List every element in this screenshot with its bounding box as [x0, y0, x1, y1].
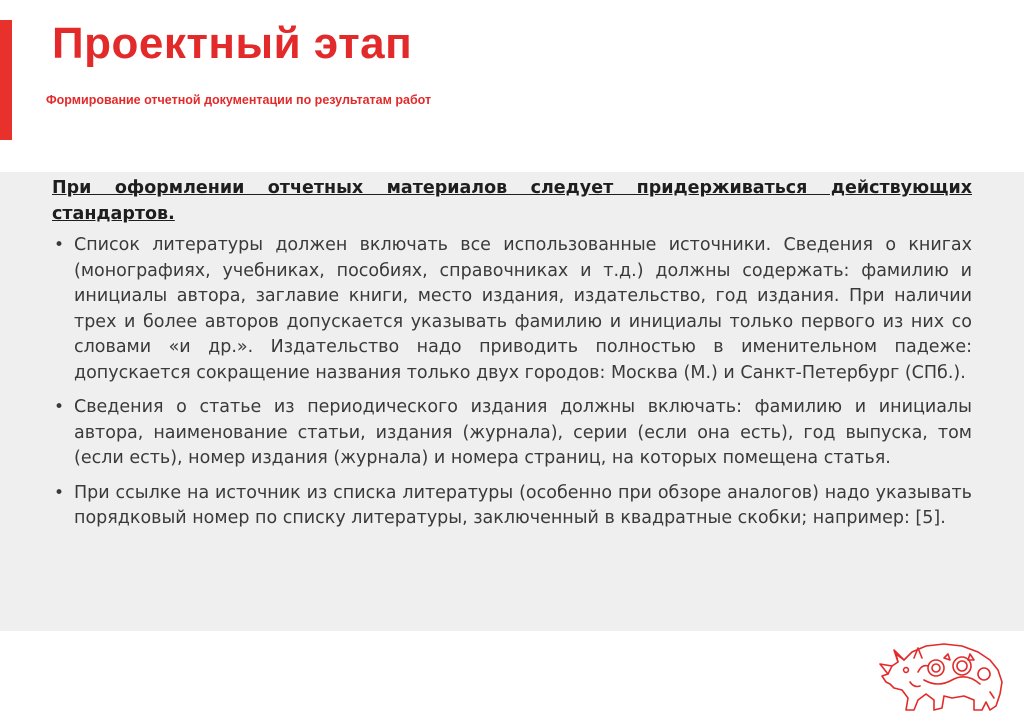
rhino-logo-icon	[878, 636, 1010, 716]
lead-statement: При оформлении отчетных материалов следует придерживаться действующих стандартов.	[52, 178, 972, 224]
bullet-icon: •	[54, 397, 65, 417]
list-item-text: При ссылке на источник из списка литературы (особенно при обзоре аналогов) надо указывать порядковый номер по списку литературы, заключенный в квадратные скобки; например: [5].	[74, 482, 972, 528]
list-item	[52, 481, 972, 532]
list-item	[52, 233, 972, 386]
list-item-text: Сведения о статье из периодического издания должны включать: фамилию и инициалы автора, наименование статьи, издания (журнала), серии (если она есть), год выпуска, том (если есть), номер издания (журнала) и номера страниц, на которых помещена статья.	[74, 397, 972, 468]
list-item	[52, 395, 972, 472]
bullet-list	[52, 233, 972, 532]
content-body	[52, 176, 972, 541]
list-item-text: Список литературы должен включать все использованные источники. Сведения о книгах (монографиях, учебниках, пособиях, справочниках и т.д.) должны содержать: фамилию и инициалы автора, заглавие книги, место издания, издательство, год издания. При наличии трех и более авторов допускается указывать фамилию и инициалы только первого из них со словами «и др.». Издательство надо приводить полностью в именительном падеже: допускается сокращение названия только двух городов: Москва (М.) и Санкт-Петербург (СПб.).	[74, 235, 972, 383]
page-subtitle: Формирование отчетной документации по результатам работ	[46, 93, 432, 107]
page-title: Проектный этап	[52, 19, 413, 68]
bullet-icon: •	[54, 235, 65, 255]
accent-bar	[0, 20, 12, 140]
bullet-icon: •	[54, 482, 65, 503]
